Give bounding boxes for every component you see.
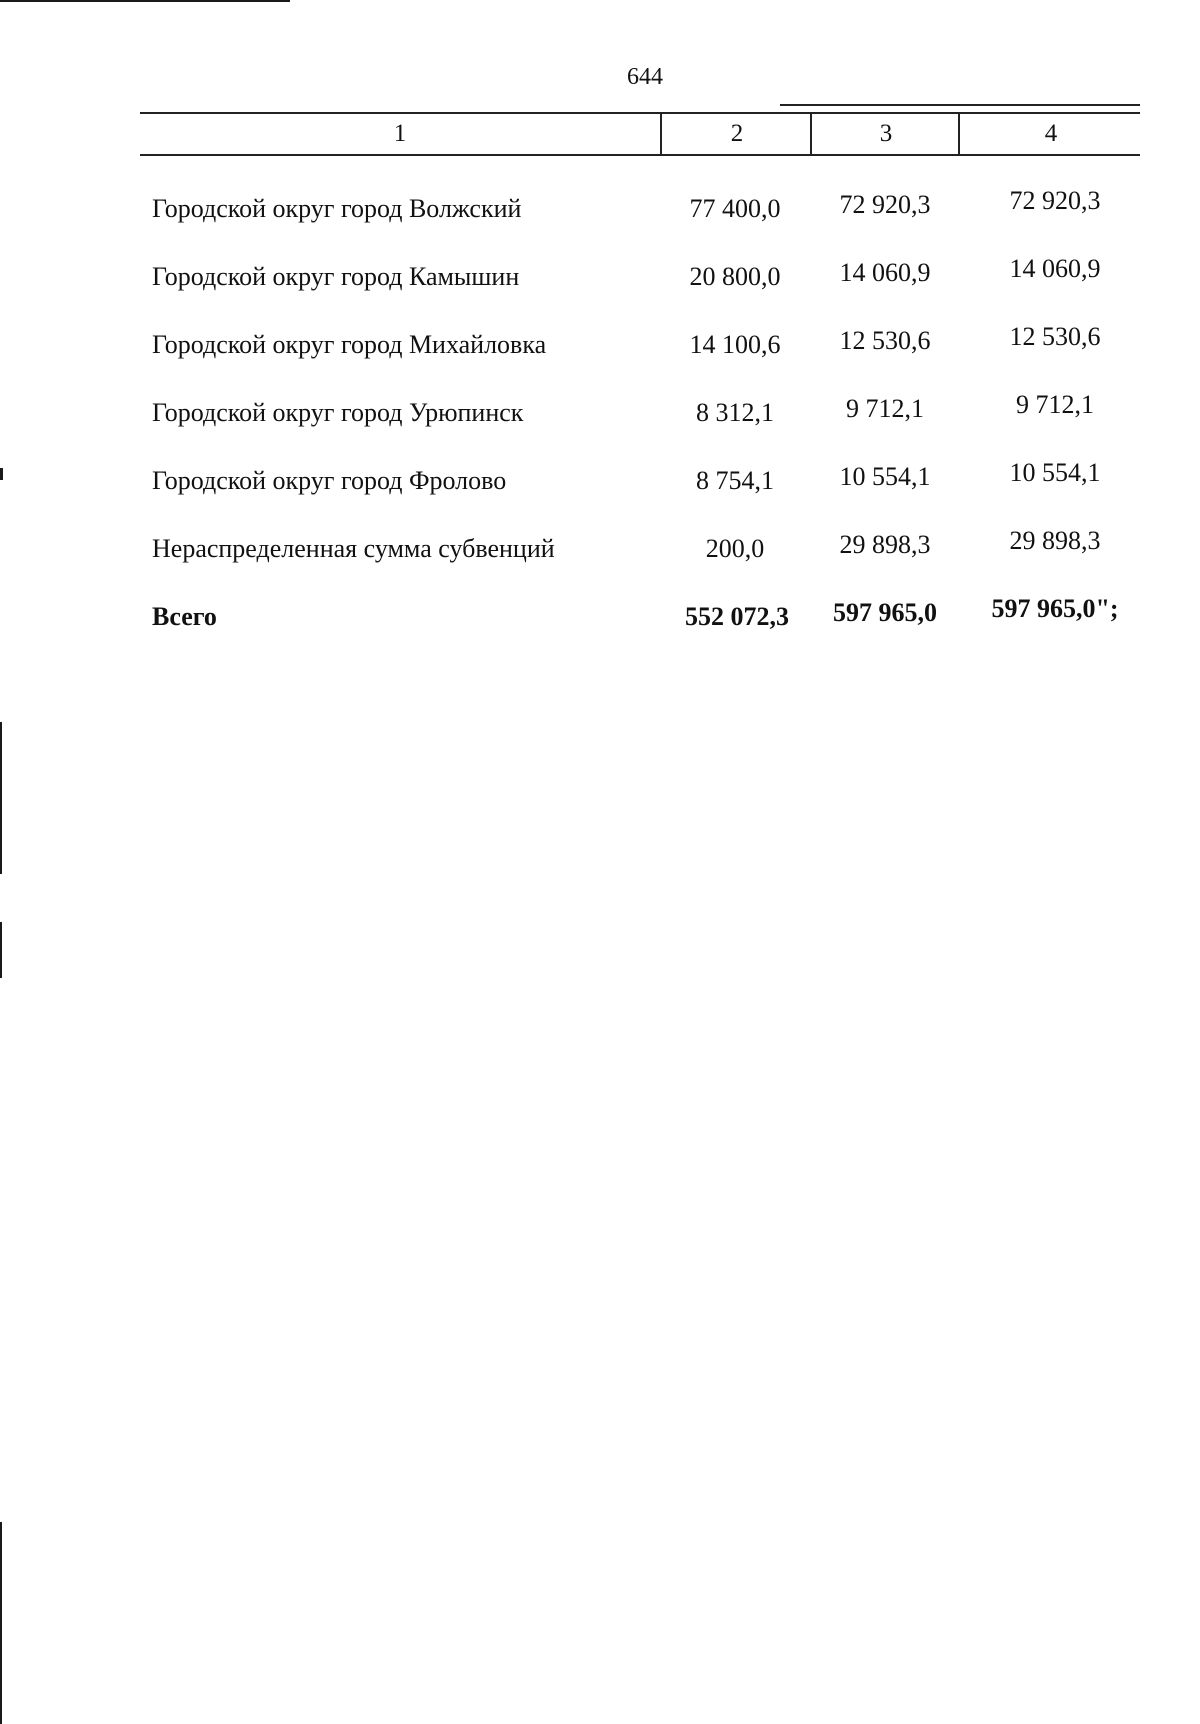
column-header-1: 1 — [393, 120, 407, 147]
table-row — [140, 182, 1140, 250]
total-value-col4: 597 965,0"; — [991, 594, 1119, 623]
column-header-4: 4 — [958, 114, 1142, 154]
table-row — [140, 318, 1140, 386]
data-table — [140, 112, 1140, 631]
total-value-col3: 597 965,0 — [833, 598, 937, 627]
scan-edge-mark-left — [0, 922, 2, 978]
total-value-col2: 552 072,3 — [685, 602, 789, 631]
row-value-col3: 9 712,1 — [846, 394, 924, 423]
row-value-col2: 14 100,6 — [689, 330, 781, 359]
row-name: Городской округ город Камышин — [152, 262, 520, 291]
row-value-col4: 9 712,1 — [1016, 390, 1094, 419]
table-row — [140, 250, 1140, 318]
table-row — [140, 386, 1140, 454]
table-header-row — [140, 112, 1140, 156]
row-name: Нераспределенная сумма субвенций — [152, 534, 555, 563]
column-header-3: 3 — [810, 114, 960, 154]
row-value-col3: 10 554,1 — [839, 462, 931, 491]
row-value-col4: 29 898,3 — [1009, 526, 1101, 555]
row-value-col3: 29 898,3 — [839, 530, 931, 559]
row-value-col3: 72 920,3 — [839, 190, 931, 219]
page-number: 644 — [627, 64, 663, 90]
row-value-col3: 12 530,6 — [839, 326, 931, 355]
row-name: Городской округ город Фролово — [152, 466, 507, 495]
row-name: Городской округ город Волжский — [152, 194, 522, 223]
row-value-col3: 14 060,9 — [839, 258, 931, 287]
table-body — [140, 182, 1140, 658]
row-name: Городской округ город Урюпинск — [152, 398, 524, 427]
scan-edge-mark-left — [0, 722, 2, 874]
row-value-col2: 8 754,1 — [696, 466, 774, 495]
table-row — [140, 522, 1140, 590]
row-value-col4: 12 530,6 — [1009, 322, 1101, 351]
row-value-col2: 77 400,0 — [689, 194, 781, 223]
total-label: Всего — [152, 602, 217, 631]
row-value-col2: 8 312,1 — [696, 398, 774, 427]
row-value-col4: 72 920,3 — [1009, 186, 1101, 215]
row-value-col4: 14 060,9 — [1009, 254, 1101, 283]
row-value-col2: 200,0 — [705, 534, 765, 563]
scan-edge-mark-left — [0, 1522, 2, 1724]
row-value-col2: 20 800,0 — [689, 262, 781, 291]
column-header-2: 2 — [660, 114, 812, 154]
row-name: Городской округ город Михайловка — [152, 330, 547, 359]
table-row — [140, 454, 1140, 522]
table-total-row — [140, 590, 1140, 658]
scan-edge-tick — [0, 468, 3, 480]
row-value-col4: 10 554,1 — [1009, 458, 1101, 487]
scan-edge-mark-top — [0, 0, 290, 2]
